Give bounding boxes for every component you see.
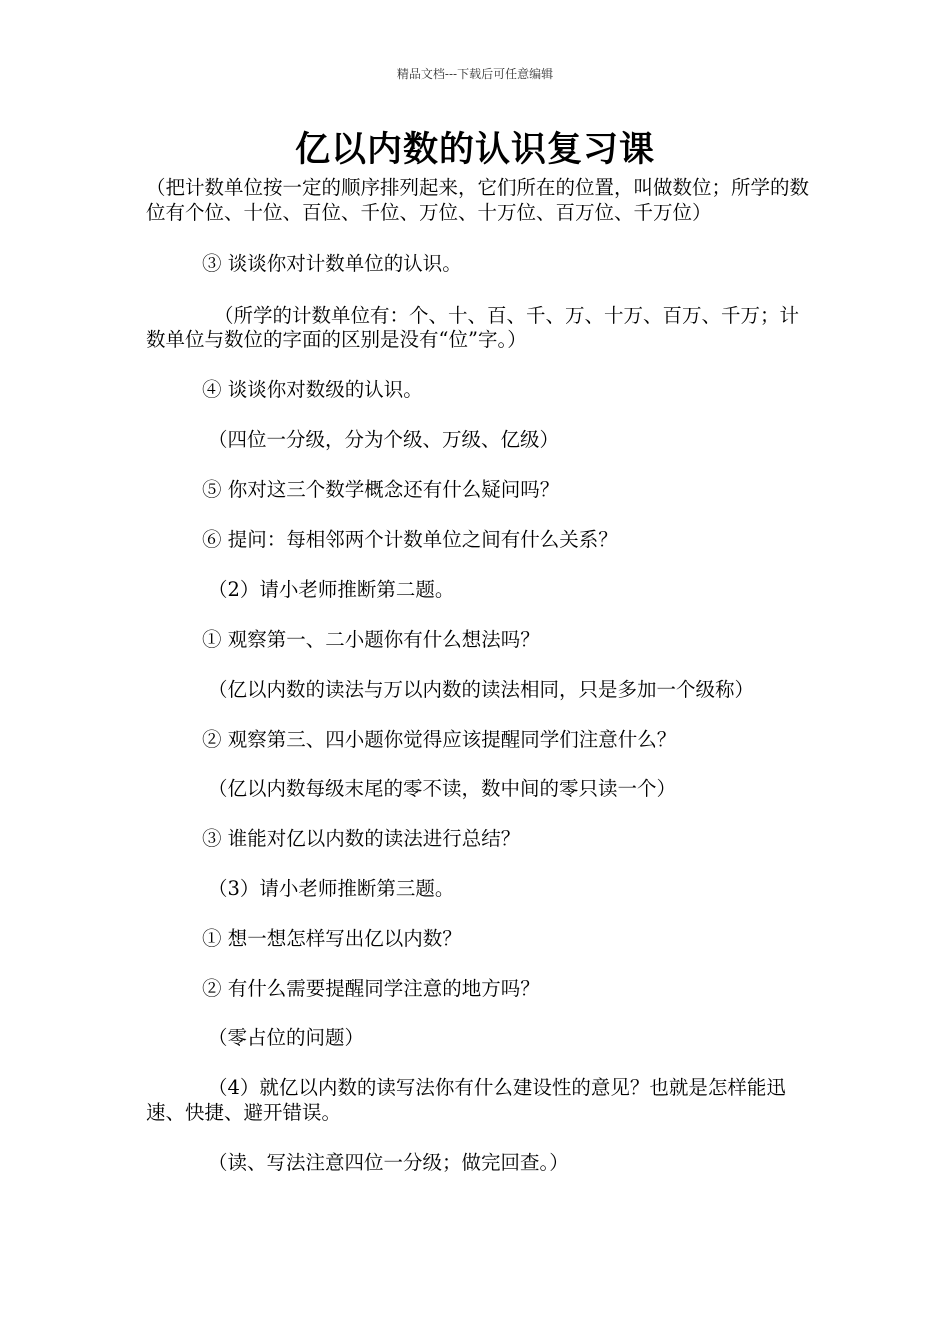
paragraph-11: ② 观察第三、四小题你觉得应该提醒同学们注意什么？ [202, 727, 677, 751]
paragraph-2: ③ 谈谈你对计数单位的认识。 [202, 252, 462, 275]
paragraph-15: ① 想一想怎样写出亿以内数？ [202, 927, 462, 950]
page-title: 亿以内数的认识复习课 [294, 129, 655, 170]
paragraph-10: （亿以内数的读法与万以内数的读法相同，只是多加一个级称） [208, 677, 755, 701]
paragraph-14: （3）请小老师推断第三题。 [208, 877, 455, 900]
paragraph-13: ③ 谁能对亿以内数的读法进行总结？ [202, 827, 521, 850]
paragraph-9: ① 观察第一、二小题你有什么想法吗？ [202, 627, 540, 651]
paragraph-7: ⑥ 提问：每相邻两个计数单位之间有什么关系？ [202, 527, 618, 551]
page-header: 精品文档---下载后可任意编辑 [396, 67, 554, 81]
paragraph-19: （读、写法注意四位一分级；做完回查。） [208, 1150, 569, 1174]
paragraph-17: （零占位的问题） [208, 1026, 365, 1049]
document-body [146, 176, 814, 1175]
paragraph-1: （把计数单位按一定的顺序排列起来，它们所在的位置，叫做数位；所学的数位有个位、十位、百位、千位、万位、十万位、百万位、千万位） [146, 176, 810, 224]
paragraph-6: ⑤ 你对这三个数学概念还有什么疑问吗？ [202, 477, 560, 501]
paragraph-4: ④ 谈谈你对数级的认识。 [202, 378, 423, 401]
paragraph-5: （四位一分级，分为个级、万级、亿级） [208, 427, 560, 451]
paragraph-3: （所学的计数单位有：个、十、百、千、万、十万、百万、千万；计数单位与数位的字面的区别是没有“位”字。） [146, 303, 800, 351]
paragraph-16: ② 有什么需要提醒同学注意的地方吗？ [202, 976, 540, 1000]
paragraph-12: （亿以内数每级末尾的零不读，数中间的零只读一个） [208, 777, 677, 800]
paragraph-8: （2）请小老师推断第二题。 [208, 577, 455, 601]
paragraph-18: （4）就亿以内数的读写法你有什么建设性的意见？也就是怎样能迅速、快捷、避开错误。 [146, 1076, 786, 1124]
